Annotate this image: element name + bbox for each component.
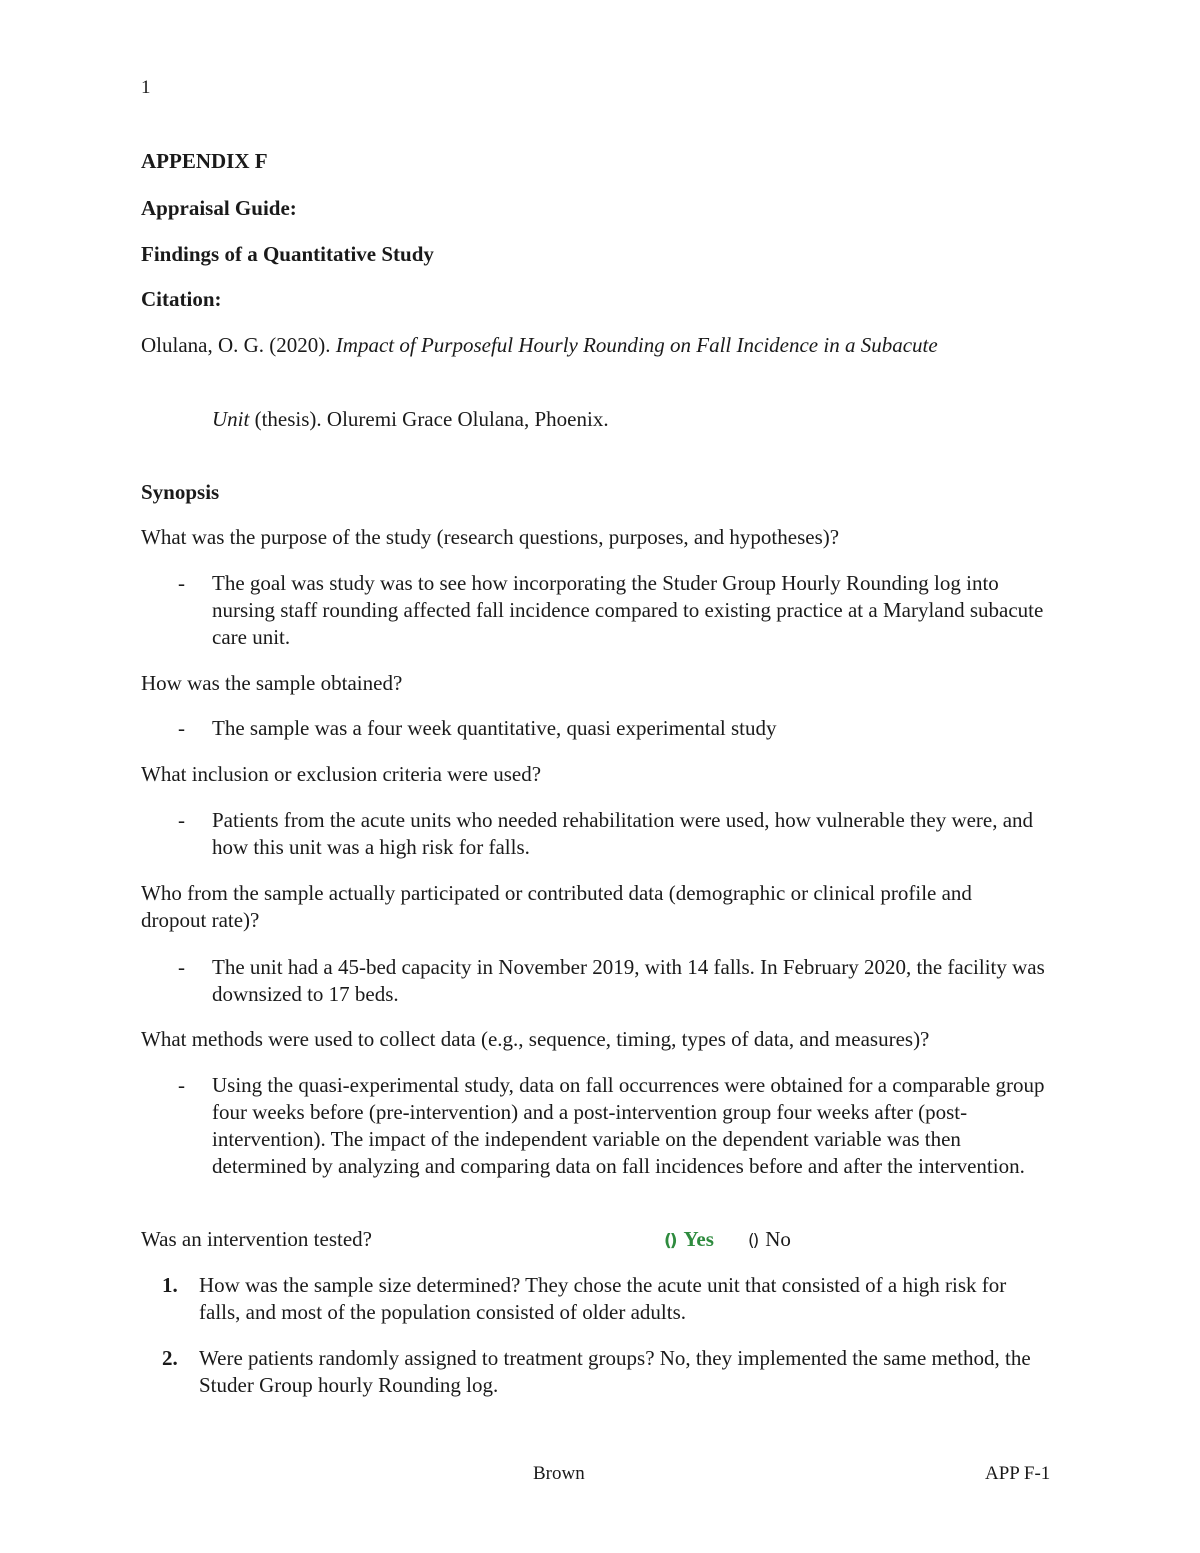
numbered-text: How was the sample size determined? They chose the acute unit that consisted of a high risk for falls, and most of the population consisted of older adults. [199, 1273, 1007, 1324]
citation-line-1 [141, 332, 938, 359]
findings-heading: Findings of a Quantitative Study [141, 242, 434, 266]
citation-line-2 [212, 406, 609, 433]
citation-suffix: (thesis). Oluremi Grace Olulana, Phoenix. [249, 407, 609, 431]
no-label: No [765, 1227, 791, 1251]
bullet-dash: - [178, 808, 185, 832]
synopsis-answer [178, 570, 1048, 651]
synopsis-heading: Synopsis [141, 480, 220, 504]
citation-prefix: Olulana, O. G. (2020). [141, 333, 336, 357]
footer-author: Brown [533, 1463, 585, 1484]
intervention-row [141, 1226, 1041, 1253]
bullet-dash: - [178, 716, 185, 740]
numbered-text: Were patients randomly assigned to treatment groups? No, they implemented the same method, the Studer Group hourly Rounding log. [199, 1346, 1031, 1397]
intervention-question: Was an intervention tested? [141, 1227, 372, 1251]
appraisal-guide-heading: Appraisal Guide: [141, 196, 297, 220]
radio-icon: () [748, 1231, 758, 1251]
synopsis-question: What inclusion or exclusion criteria were used? [141, 762, 542, 786]
synopsis-answer [178, 954, 1048, 1008]
radio-selected-icon: () [664, 1231, 676, 1251]
item-number: 2. [162, 1346, 178, 1370]
citation-title-part1: Impact of Purposeful Hourly Rounding on Fall Incidence in a Subacute [335, 333, 938, 357]
synopsis-answer [178, 1072, 1048, 1180]
bullet-dash: - [178, 571, 185, 595]
synopsis-answer [178, 807, 1048, 861]
synopsis-question: What methods were used to collect data (e.g., sequence, timing, types of data, and measures)? [141, 1027, 930, 1051]
yes-option[interactable] [664, 1226, 714, 1255]
no-option[interactable] [748, 1226, 791, 1255]
numbered-item [162, 1272, 1042, 1326]
answer-text: The goal was study was to see how incorporating the Studer Group Hourly Rounding log into nursing staff rounding affected fall incidence compared to existing practice at a Maryland subacute care unit. [212, 571, 1044, 649]
answer-text: Patients from the acute units who needed rehabilitation were used, how vulnerable they were, and how this unit was a high risk for falls. [212, 808, 1034, 859]
item-number: 1. [162, 1273, 178, 1297]
bullet-dash: - [178, 955, 185, 979]
citation-title-part2: Unit [212, 407, 250, 431]
bullet-dash: - [178, 1073, 185, 1097]
answer-text: The unit had a 45-bed capacity in November 2019, with 14 falls. In February 2020, the facility was downsized to 17 beds. [212, 955, 1045, 1006]
yes-label: Yes [683, 1227, 714, 1251]
synopsis-question: How was the sample obtained? [141, 671, 403, 695]
answer-text: The sample was a four week quantitative, quasi experimental study [212, 716, 777, 740]
citation-heading: Citation: [141, 287, 222, 311]
synopsis-question: What was the purpose of the study (research questions, purposes, and hypotheses)? [141, 525, 840, 549]
appendix-heading: APPENDIX F [141, 149, 268, 173]
synopsis-question: Who from the sample actually participated or contributed data (demographic or clinical profile and dropout rate)? [141, 881, 972, 932]
footer-page-label: APP F-1 [985, 1463, 1051, 1484]
numbered-item [162, 1345, 1042, 1399]
page-number: 1 [141, 77, 151, 98]
answer-text: Using the quasi-experimental study, data on fall occurrences were obtained for a comparable group four weeks before (pre-intervention) and a post-intervention group four weeks after (post-intervention). The impact of the independent variable on the dependent variable was then determined by analyzing and comparing data on fall incidences before and after the intervention. [212, 1073, 1045, 1178]
synopsis-answer [178, 715, 1048, 742]
